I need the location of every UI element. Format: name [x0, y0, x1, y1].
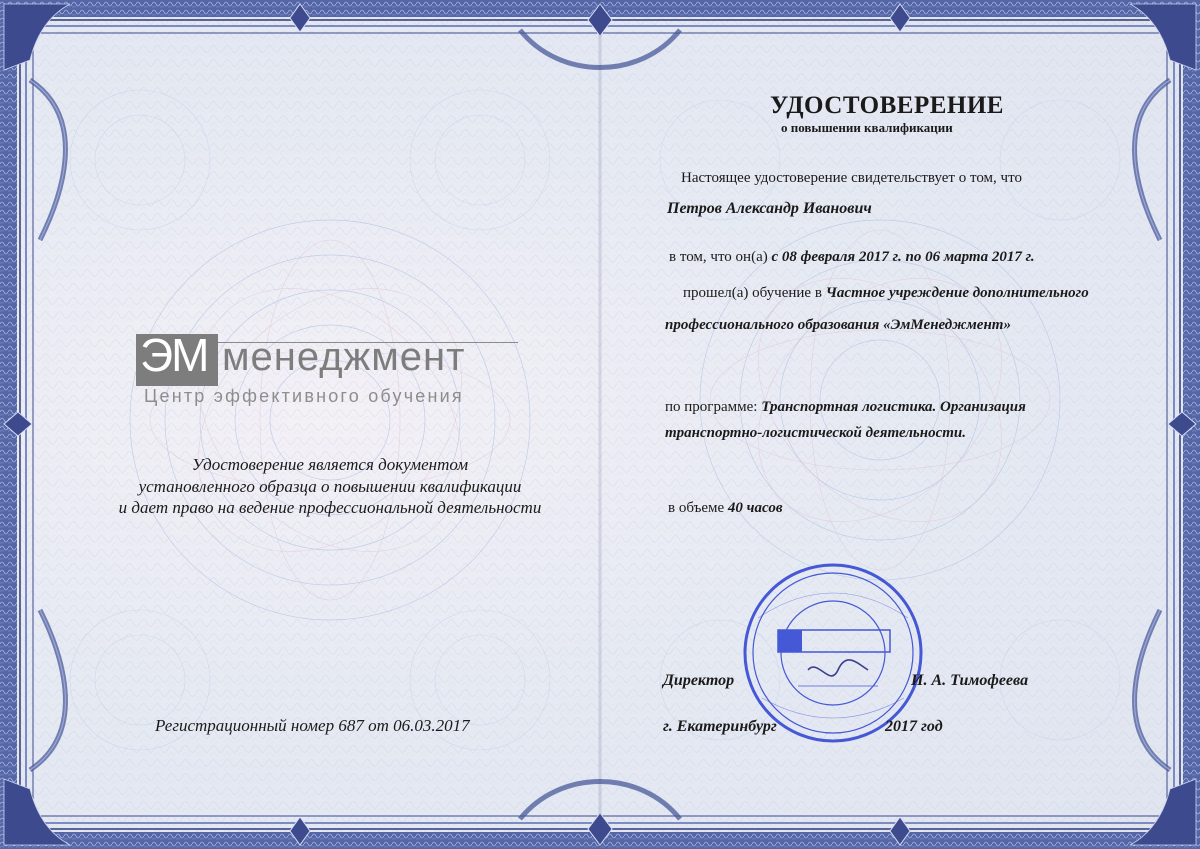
period-line — [669, 249, 1035, 266]
book-spine — [598, 0, 602, 849]
city: г. Екатеринбург — [663, 718, 777, 735]
institution-line-1: Частное учреждение дополнительного — [825, 285, 1089, 301]
intro-text: Настоящее удостоверение свидетельствует о том, что — [681, 170, 1022, 186]
year: 2017 год — [885, 718, 943, 735]
program-line — [665, 399, 1026, 416]
training-line — [683, 285, 1089, 302]
program-line-2: транспортно-логистической деятельности. — [665, 425, 967, 441]
volume-value: 40 часов — [727, 500, 783, 516]
institution-line-2: профессионального образования «ЭмМенеджмент» — [665, 317, 1011, 333]
statement-line-2: установленного образца о повышении квалификации — [138, 477, 522, 496]
period-value: с 08 февраля 2017 г. по 06 марта 2017 г. — [771, 249, 1035, 265]
period-prefix: в том, что он(а) — [669, 249, 772, 265]
person-name: Петров Александр Иванович — [667, 200, 872, 217]
logo-word-text: менеджмент — [222, 335, 466, 379]
statement-line-3: и дает право на ведение профессиональной деятельности — [118, 498, 542, 517]
program-line-1: Транспортная логистика. Организация — [761, 399, 1026, 415]
registration-number: Регистрационный номер 687 от 06.03.2017 — [155, 716, 470, 735]
program-prefix: по программе: — [665, 399, 762, 415]
logo-subtitle: Центр эффективного обучения — [144, 386, 464, 406]
director-label: Директор — [663, 672, 735, 689]
logo-word — [218, 335, 518, 379]
logo-mark-text: ЭМ — [140, 329, 208, 381]
director-name: И. А. Тимофеева — [911, 672, 1029, 689]
company-logo — [136, 329, 520, 410]
volume-line — [668, 500, 783, 517]
logo-mark — [136, 329, 218, 386]
training-prefix: прошел(а) обучение в — [683, 285, 826, 301]
statement-line-1: Удостоверение является документом — [191, 455, 469, 474]
volume-prefix: в объеме — [668, 500, 728, 516]
document-subtitle: о повышении квалификации — [781, 120, 953, 135]
document-title: УДОСТОВЕРЕНИЕ — [770, 92, 1004, 119]
